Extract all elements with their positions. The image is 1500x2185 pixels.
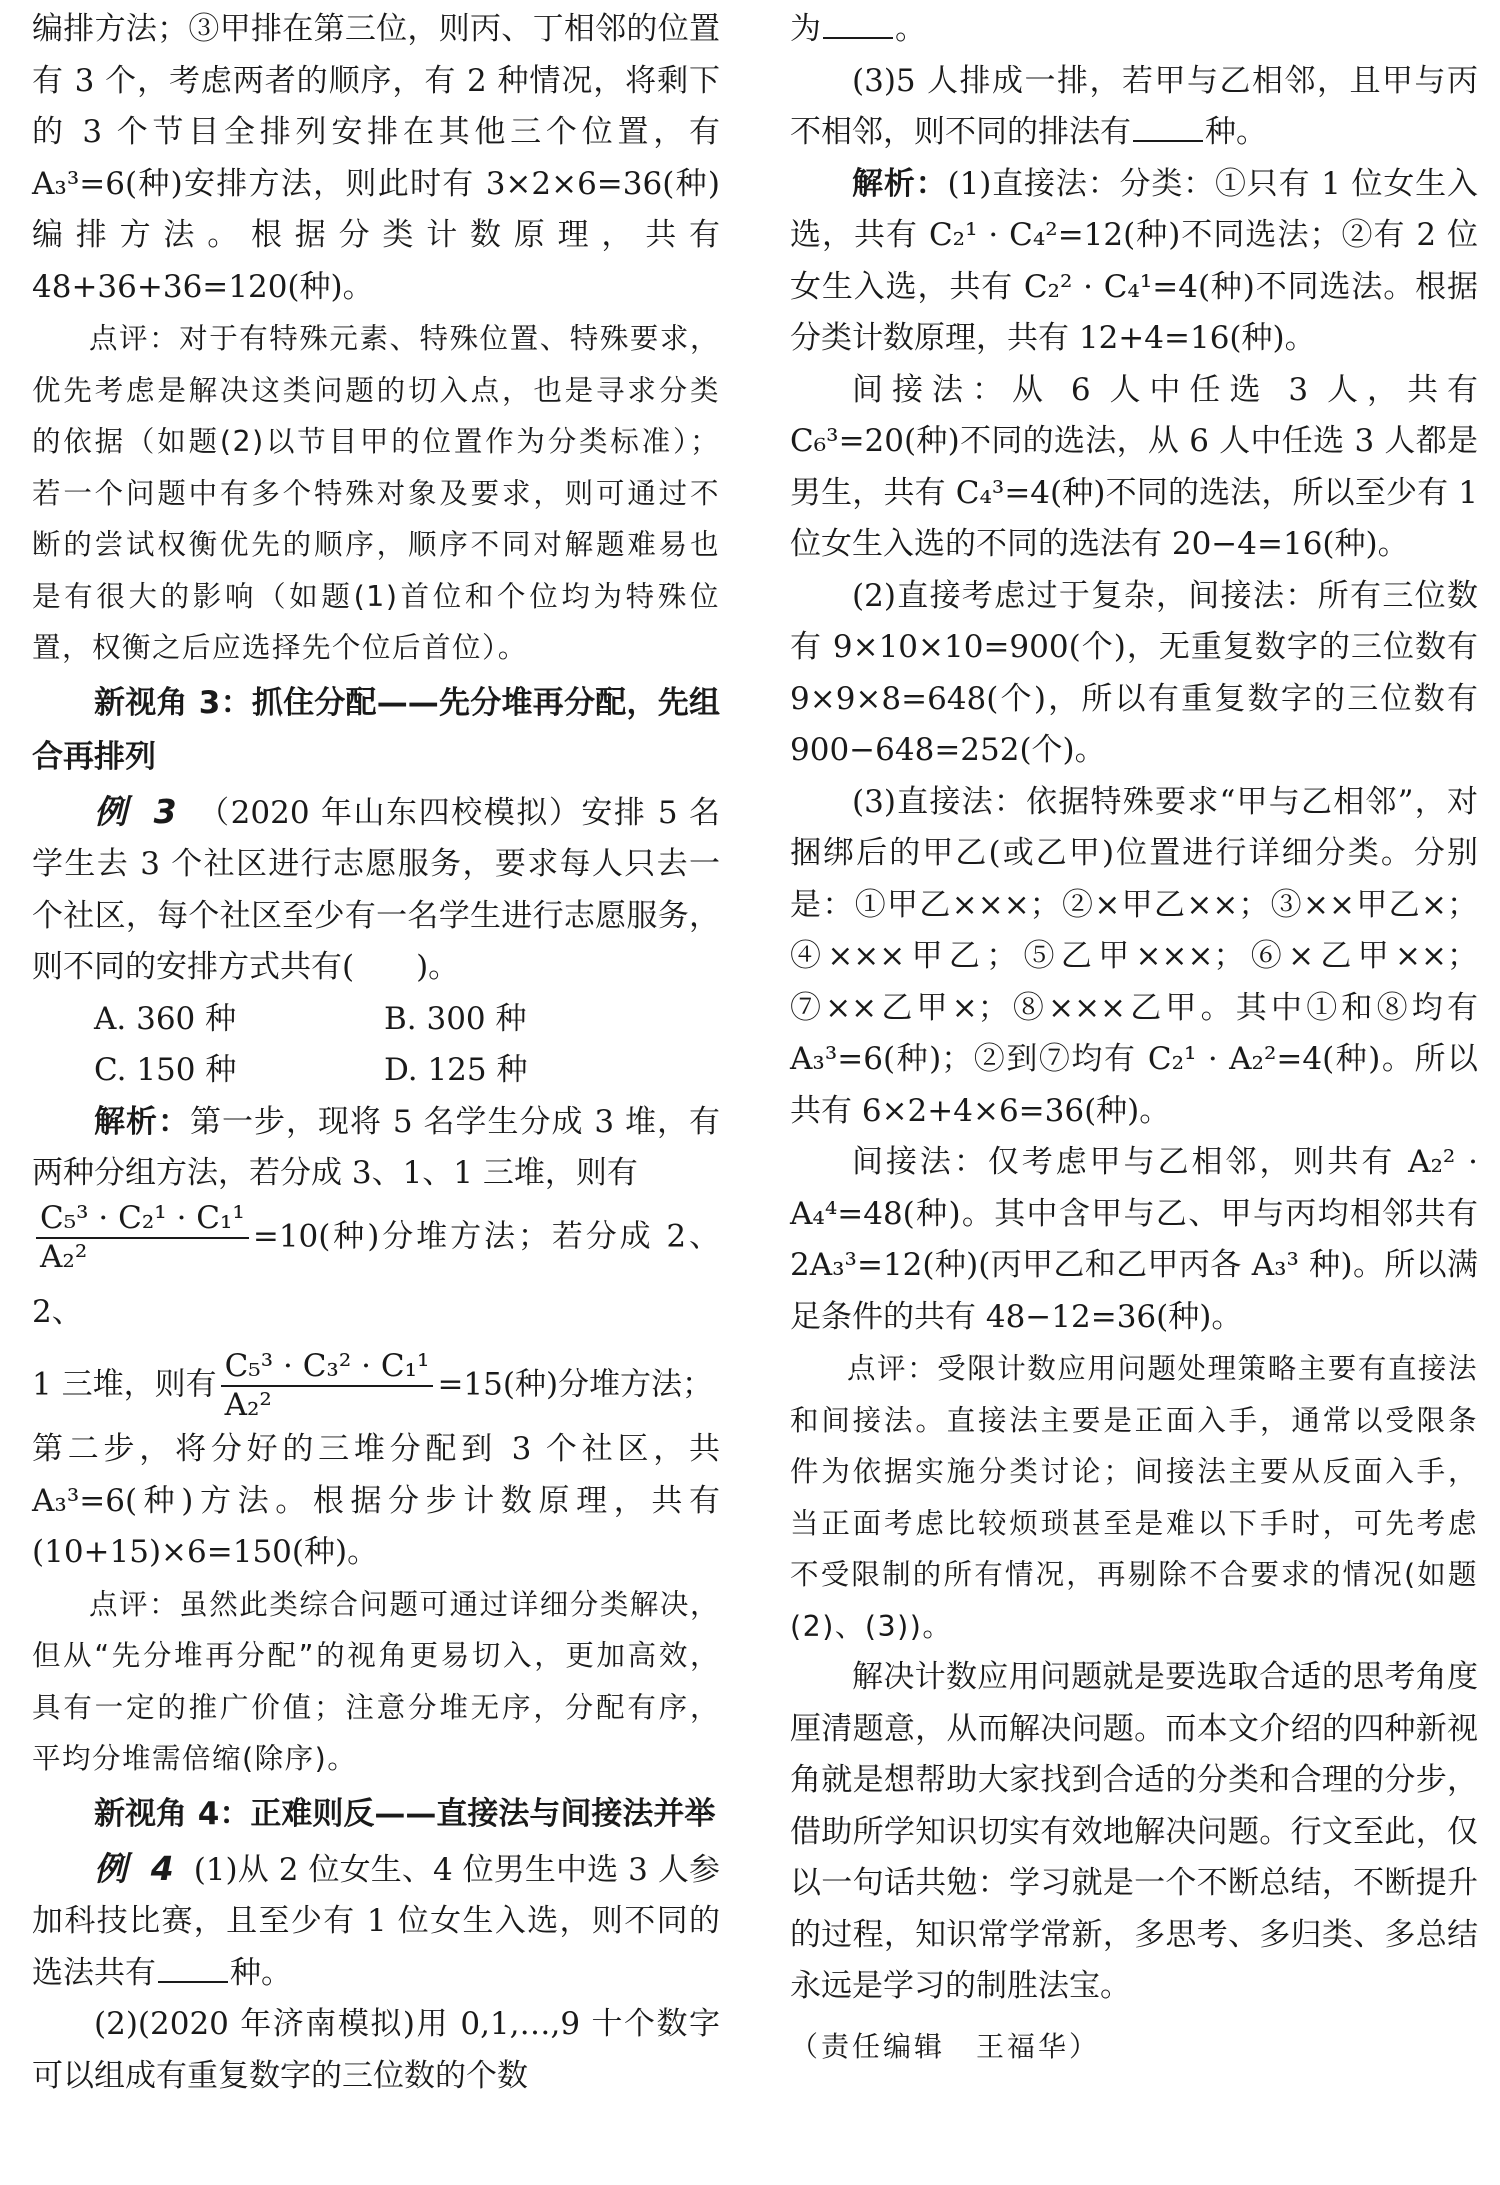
solution-4-1-indirect: 间接法：从 6 人中任选 3 人，共有 C₆³=20(种)不同的选法，从 6 人中任选 3 人都是男生，共有 C₄³=4(种)不同的选法，所以至少有 1 位女生入选的不同的选法有 20−4=16(种)。 [790, 371, 1478, 562]
para-continuation: 编排方法；③甲排在第三位，则丙、丁相邻的位置有 3 个，考虑两者的顺序，有 2 种情况，将剩下的 3 个节目全排列安排在其他三个位置，有 A₃³=6(种)安排方法，则此时有 3×2×6=36(种)编排方法。根据分类计数原理，共有 48+36+36=120(种)。 [32, 11, 720, 305]
example-3-text: （2020 年山东四校模拟）安排 5 名学生去 3 个社区进行志愿服务，要求每人只去一个社区，每个社区至少有一名学生进行志愿服务，则不同的安排方式共有( )。 [32, 794, 720, 985]
example-4-q1-tail: 种。 [230, 1954, 292, 1991]
comment-4-lead: 点评： [847, 1352, 938, 1385]
conclusion: 解决计数应用问题就是要选取合适的思考角度厘清题意，从而解决问题。而本文介绍的四种新视角就是想帮助大家找到合适的分类和合理的分步，借助所学知识切实有效地解决问题。行文至此，仅以一句话共勉：学习就是一个不断总结，不断提升的过程，知识常学常新，多思考、多归类、多总结永远是学习的制胜法宝。 [790, 1659, 1478, 2004]
q2-end-text: 为 [790, 11, 821, 47]
comment-3 [32, 1579, 720, 1785]
solution-4-3-indirect: 间接法：仅考虑甲与乙相邻，则共有 A₂² · A₄⁴=48(种)。其中含甲与乙、甲与丙均相邻共有 2A₃³=12(种)(丙甲乙和乙甲丙各 A₃³ 种)。所以满足条件的共有 48−12=36(种)。 [790, 1144, 1478, 1335]
options-row-1 [32, 994, 720, 1046]
solution-3-text-1: 第一步，现将 5 名学生分成 3 堆，有两种分组方法，若分成 3、1、1 三堆，则有 [32, 1103, 720, 1191]
q3-text: (3)5 人排成一排，若甲与乙相邻，且甲与丙不相邻，则不同的排法有 [790, 62, 1478, 150]
editor-credit: （责任编辑 王福华） [790, 2029, 1101, 2063]
answer-blank [823, 7, 893, 39]
fraction-1 [36, 1200, 249, 1276]
solution-3-text-2: =10(种)分堆方法；若分成 2、2、 [32, 1218, 720, 1330]
heading-perspective-4: 新视角 4：正难则反——直接法与间接法并举 [94, 1795, 716, 1832]
comment-3-text: 虽然此类综合问题可通过详细分类解决，但从“先分堆再分配”的视角更易切入，更加高效，具有一定的推广价值；注意分堆无序，分配有序，平均分堆需倍缩(除序)。 [32, 1587, 720, 1776]
comment-1-lead: 点评： [89, 322, 180, 355]
options-row-2 [32, 1045, 720, 1097]
example-4-q3 [790, 56, 1478, 159]
solution-3-frac-line-2 [32, 1348, 720, 1424]
option-c: C. 150 种 [94, 1052, 237, 1088]
option-a: A. 360 种 [94, 1000, 237, 1037]
answer-blank [1133, 110, 1203, 142]
option-d: D. 125 种 [384, 1052, 528, 1088]
answer-blank [158, 1951, 228, 1983]
solution-3-text-4: =15(种)分堆方法； [437, 1366, 714, 1403]
q3-tail: 种。 [1205, 114, 1267, 150]
fraction-1-numerator: C₅³ · C₂¹ · C₁¹ [36, 1200, 249, 1239]
fraction-2 [221, 1348, 434, 1424]
example-3 [32, 786, 720, 994]
q2-end-tail: 。 [895, 11, 926, 47]
heading-perspective-3: 新视角 3：抓住分配——先分堆再分配，先组合再排列 [32, 684, 720, 775]
example-4-q1-text: (1)从 2 位女生、4 位男生中选 3 人参加科技比赛，且至少有 1 位女生入选，则不同的选法共有 [32, 1851, 720, 1991]
fraction-1-denominator: A₂² [40, 1238, 88, 1275]
example-4-q1 [32, 1843, 720, 2000]
left-column [32, 4, 720, 2102]
right-column [790, 4, 1478, 2072]
solution-3-b: 第二步，将分好的三堆分配到 3 个社区，共 A₃³=6(种)方法。根据分步计数原理，共有 (10+15)×6=150(种)。 [32, 1431, 720, 1571]
option-b: B. 300 种 [384, 1000, 527, 1037]
solution-4-1-text: (1)直接法：分类：①只有 1 位女生入选，共有 C₂¹ · C₄²=12(种)不同选法；②有 2 位女生入选，共有 C₂² · C₄¹=4(种)不同选法。根据分类计数原理，共有 12+4=16(种)。 [790, 165, 1479, 356]
example-3-label: 例 3 [94, 791, 183, 831]
fraction-2-denominator: A₂² [224, 1387, 272, 1424]
fraction-2-numerator: C₅³ · C₃² · C₁¹ [221, 1348, 434, 1387]
comment-4 [790, 1343, 1478, 1652]
solution-4-lead: 解析： [852, 165, 948, 202]
example-4-q2: (2)(2020 年济南模拟)用 0,1,…,9 十个数字可以组成有重复数字的三位数的个数 [32, 2006, 720, 2094]
comment-1-text: 对于有特殊元素、特殊位置、特殊要求，优先考虑是解决这类问题的切入点，也是寻求分类的依据（如题(2)以节目甲的位置作为分类标准）；若一个问题中有多个特殊对象及要求，则可通过不断的尝试权衡优先的顺序，顺序不同对解题难易也是有很大的影响（如题(1)首位和个位均为特殊位置，权衡之后应选择先个位后首位）。 [32, 322, 720, 664]
solution-3-lead: 解析： [94, 1103, 191, 1140]
comment-1 [32, 313, 720, 674]
comment-4-text: 受限计数应用问题处理策略主要有直接法和间接法。直接法主要是正面入手，通常以受限条件为依据实施分类讨论；间接法主要从反面入手，当正面考虑比较烦琐甚至是难以下手时，可先考虑不受限制的所有情况，再剔除不合要求的情况(如题(2)、(3))。 [790, 1352, 1478, 1643]
solution-4-3: (3)直接法：依据特殊要求“甲与乙相邻”，对捆绑后的甲乙(或乙甲)位置进行详细分类。分别是：①甲乙×××；②×甲乙××；③××甲乙×；④×××甲乙；⑤乙甲×××；⑥×乙甲××；⑦××乙甲×；⑧×××乙甲。其中①和⑧均有 A₃³=6(种)；②到⑦均有 C₂¹ · A₂²=4(种)。所以共有 6×2+4×6=36(种)。 [790, 783, 1478, 1129]
example-4-label: 例 4 [94, 1848, 180, 1888]
solution-3-frac-line-1 [32, 1200, 720, 1348]
solution-4-2: (2)直接考虑过于复杂，间接法：所有三位数有 9×10×10=900(个)，无重复数字的三位数有 9×9×8=648(个)，所以有重复数字的三位数有 900−648=252(个)。 [790, 577, 1478, 768]
solution-3-text-3: 1 三堆，则有 [32, 1366, 217, 1403]
example-4-q2-end [790, 4, 1478, 56]
solution-3-a [32, 1097, 720, 1200]
comment-3-lead: 点评： [89, 1587, 180, 1621]
solution-4-1 [790, 159, 1478, 365]
